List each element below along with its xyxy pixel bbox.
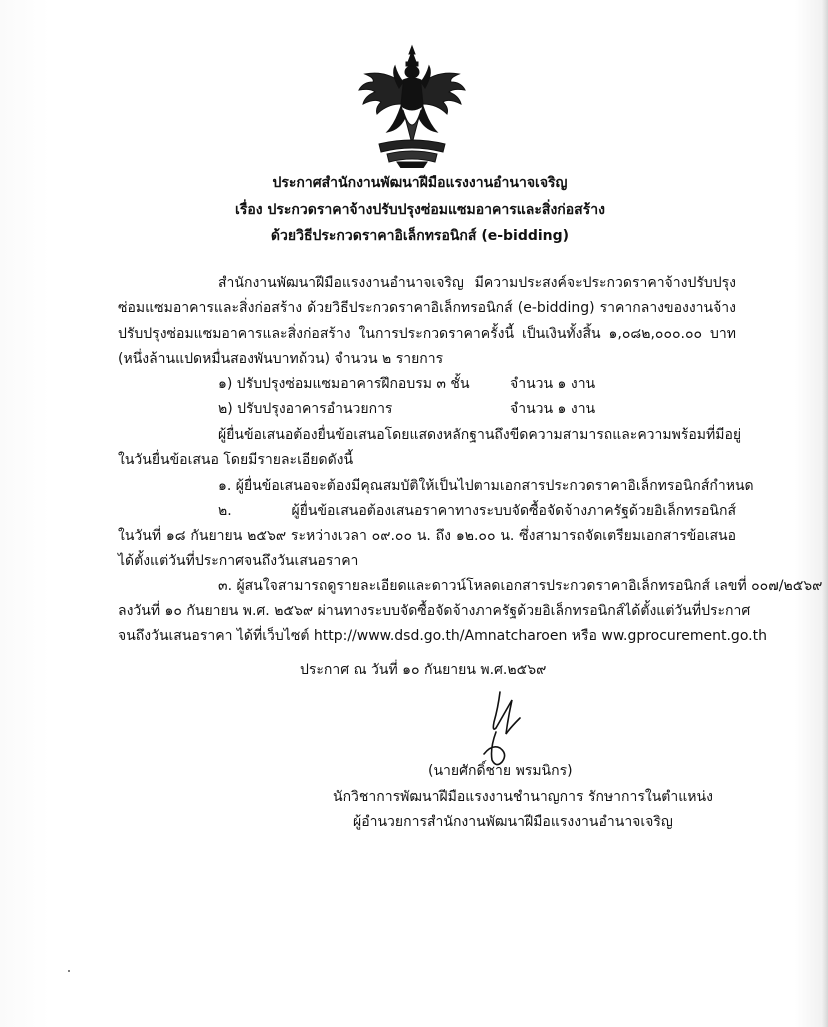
intro-line-3: ปรับปรุงซ่อมแซมอาคารและสิ่งก่อสร้าง ในการประกวดราคาครั้งนี้ เป็นเงินทั้งสิ้น ๑,๐๘๒,๐๐๐.๐๐ บาท — [118, 326, 736, 342]
intro-line-1: สำนักงานพัฒนาฝีมือแรงงานอำนาจเจริญ มีความประสงค์จะประกวดราคาจ้างปรับปรุง — [218, 275, 736, 291]
clause-2-line-3: ได้ตั้งแต่วันที่ประกาศจนถึงวันเสนอราคา — [118, 553, 359, 569]
item-2-qty: จำนวน ๑ งาน — [510, 401, 596, 417]
signer-position-2: ผู้อำนวยการสำนักงานพัฒนาฝีมือแรงงานอำนาจเจริญ — [353, 814, 673, 830]
item-1-name: ๑) ปรับปรุงซ่อมแซมอาคารฝึกอบรม ๓ ชั้น — [218, 376, 470, 392]
clause-3-line-2: ลงวันที่ ๑๐ กันยายน พ.ศ. ๒๕๖๙ ผ่านทางระบบจัดซื้อจัดจ้างภาครัฐด้วยอิเล็กทรอนิกส์ได้ตั้งแต่วันที่ประกาศ — [118, 603, 751, 619]
qualification-line-1: ผู้ยื่นข้อเสนอต้องยื่นข้อเสนอโดยแสดงหลักฐานถึงขีดความสามารถและความพร้อมที่มีอยู่ — [218, 427, 742, 443]
page-edge-shadow — [822, 0, 828, 1027]
intro-line-4: (หนึ่งล้านแปดหมื่นสองพันบาทถ้วน) จำนวน ๒ รายการ — [118, 351, 444, 367]
title-line-1: ประกาศสำนักงานพัฒนาฝีมือแรงงานอำนาจเจริญ — [272, 175, 568, 191]
title-line-3: ด้วยวิธีประกวดราคาอิเล็กทรอนิกส์ (e-bidding) — [270, 228, 570, 244]
handwritten-signature — [470, 688, 540, 770]
clause-1: ๑. ผู้ยื่นข้อเสนอจะต้องมีคุณสมบัติให้เป็นไปตามเอกสารประกวดราคาอิเล็กทรอนิกส์กำหนด — [218, 478, 754, 494]
clause-2-line-2: ในวันที่ ๑๘ กันยายน ๒๕๖๙ ระหว่างเวลา ๐๙.๐๐ น. ถึง ๑๒.๐๐ น. ซึ่งสามารถจัดเตรียมเอกสารข้อเสนอ — [118, 528, 736, 544]
qualification-line-2: ในวันยื่นข้อเสนอ โดยมีรายละเอียดดังนี้ — [118, 452, 354, 468]
item-1-qty: จำนวน ๑ งาน — [510, 376, 596, 392]
speck — [68, 970, 70, 972]
clause-2-line-1: ๒. ผู้ยื่นข้อเสนอต้องเสนอราคาทางระบบจัดซื้อจัดจ้างภาครัฐด้วยอิเล็กทรอนิกส์ — [218, 503, 736, 519]
clause-3-line-1: ๓. ผู้สนใจสามารถดูรายละเอียดและดาวน์โหลดเอกสารประกวดราคาอิเล็กทรอนิกส์ เลขที่ ๐๐๗/๒๕๖๙ — [218, 578, 823, 594]
clause-3-line-3: จนถึงวันเสนอราคา ได้ที่เว็บไซต์ http://www.dsd.go.th/Amnatcharoen หรือ ww.gprocurement.go.th — [118, 628, 767, 644]
announce-date: ประกาศ ณ วันที่ ๑๐ กันยายน พ.ศ.๒๕๖๙ — [300, 662, 547, 678]
intro-line-2: ซ่อมแซมอาคารและสิ่งก่อสร้าง ด้วยวิธีประกวดราคาอิเล็กทรอนิกส์ (e-bidding) ราคากลางของงานจ้าง — [118, 300, 736, 316]
garuda-emblem-icon — [357, 44, 467, 168]
item-2-name: ๒) ปรับปรุงอาคารอำนวยการ — [218, 401, 393, 417]
signer-position-1: นักวิชาการพัฒนาฝีมือแรงงานชำนาญการ รักษาการในตำแหน่ง — [333, 789, 713, 805]
title-line-2: เรื่อง ประกวดราคาจ้างปรับปรุงซ่อมแซมอาคารและสิ่งก่อสร้าง — [235, 202, 605, 218]
signer-name: (นายศักดิ์ชาย พรมนิกร) — [428, 763, 573, 779]
